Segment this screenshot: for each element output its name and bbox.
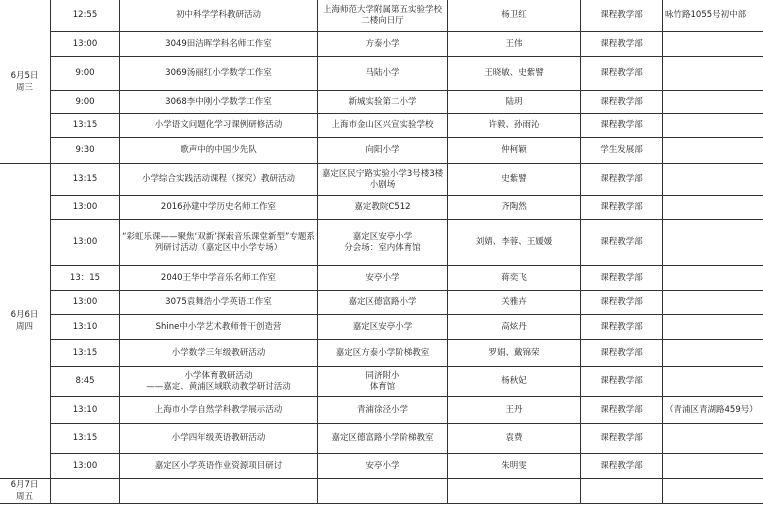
department-cell: 课程教学部 <box>581 57 663 91</box>
person-cell: 史紫譬 <box>448 164 581 196</box>
note-cell <box>663 367 763 397</box>
person-cell <box>448 479 581 504</box>
event-cell: 初中科学学科教研活动 <box>120 0 318 32</box>
date-cell: 6月6日 周四 <box>0 164 51 479</box>
time-cell: 13:00 <box>51 454 120 479</box>
time-cell: 13:00 <box>51 32 120 57</box>
event-cell: 3049田洁晖学科名师工作室 <box>120 32 318 57</box>
location-cell: 青浦徐泾小学 <box>318 397 448 424</box>
event-cell: 嘉定区小学英语作业资源项目研讨 <box>120 454 318 479</box>
event-cell: 歌声中的中国少先队 <box>120 138 318 164</box>
time-cell: 8:45 <box>51 367 120 397</box>
note-cell <box>663 479 763 504</box>
location-cell: 马陆小学 <box>318 57 448 91</box>
note-cell <box>663 138 763 164</box>
person-cell: 陆玥 <box>448 91 581 114</box>
department-cell: 课程教学部 <box>581 220 663 266</box>
department-cell: 课程教学部 <box>581 266 663 291</box>
location-cell: 上海市金山区兴宣实验学校 <box>318 114 448 138</box>
table-row <box>0 32 763 57</box>
time-cell: 12:55 <box>51 0 120 32</box>
table-row <box>0 291 763 315</box>
table-row <box>0 479 763 504</box>
table-row <box>0 367 763 397</box>
time-cell: 13:00 <box>51 291 120 315</box>
department-cell: 课程教学部 <box>581 315 663 340</box>
time-cell: 13:10 <box>51 315 120 340</box>
department-cell: 学生发展部 <box>581 138 663 164</box>
person-cell: 蒋奕飞 <box>448 266 581 291</box>
table-row <box>0 196 763 220</box>
person-cell: 关雅卉 <box>448 291 581 315</box>
event-cell: “彩虹乐课——聚焦‘双新’探索音乐课堂新型”专题系列研讨活动（嘉定区中小学专场） <box>120 220 318 266</box>
time-cell: 13:10 <box>51 397 120 424</box>
table-row <box>0 266 763 291</box>
event-cell: Shine中小学艺术教师骨干创造营 <box>120 315 318 340</box>
event-cell: 小学语文问题化学习课例研修活动 <box>120 114 318 138</box>
event-cell: 小学四年级英语教研活动 <box>120 424 318 454</box>
time-cell: 13:15 <box>51 340 120 367</box>
note-cell <box>663 266 763 291</box>
location-cell: 安亭小学 <box>318 454 448 479</box>
department-cell: 课程教学部 <box>581 367 663 397</box>
note-cell <box>663 91 763 114</box>
event-cell <box>120 367 318 397</box>
time-cell: 13:00 <box>51 220 120 266</box>
note-cell <box>663 454 763 479</box>
person-cell: 王丹 <box>448 397 581 424</box>
note-cell <box>663 196 763 220</box>
time-cell: 9:00 <box>51 57 120 91</box>
note-cell: 咏竹路1055号初中部 <box>663 0 763 32</box>
event-cell: 小学数学三年级教研活动 <box>120 340 318 367</box>
location-cell: 嘉定区安亭小学 分会场：室内体育馆 <box>318 220 448 266</box>
time-cell: 13:15 <box>51 164 120 196</box>
event-cell: 2040王华中学音乐名师工作室 <box>120 266 318 291</box>
time-cell <box>51 479 120 504</box>
person-cell: 袁费 <box>448 424 581 454</box>
table-row <box>0 0 763 32</box>
department-cell: 课程教学部 <box>581 91 663 114</box>
date-cell: 6月7日 周五 <box>0 479 51 504</box>
table-row <box>0 424 763 454</box>
person-cell: 王伟 <box>448 32 581 57</box>
department-cell: 课程教学部 <box>581 164 663 196</box>
note-cell <box>663 164 763 196</box>
person-cell: 刘婧、李蓉、王媛媛 <box>448 220 581 266</box>
table-row <box>0 397 763 424</box>
time-cell: 9:30 <box>51 138 120 164</box>
note-cell <box>663 57 763 91</box>
time-cell: 13:00 <box>51 196 120 220</box>
event-line: 小学体育教研活动 <box>184 370 253 381</box>
location-cell: 上海师范大学附属第五实验学校二楼向日厅 <box>318 0 448 32</box>
department-cell: 课程教学部 <box>581 196 663 220</box>
location-cell: 嘉定区方泰小学阶梯教室 <box>318 340 448 367</box>
location-cell: 向阳小学 <box>318 138 448 164</box>
department-cell: 课程教学部 <box>581 0 663 32</box>
location-cell: 嘉定区民宁路实验小学3号楼3楼小剧场 <box>318 164 448 196</box>
table-row <box>0 114 763 138</box>
time-cell: 13：15 <box>51 266 120 291</box>
event-cell: 上海市小学自然学科教学展示活动 <box>120 397 318 424</box>
location-cell: 方泰小学 <box>318 32 448 57</box>
department-cell: 课程教学部 <box>581 291 663 315</box>
person-cell: 杨卫红 <box>448 0 581 32</box>
note-cell <box>663 220 763 266</box>
event-cell: 2016孙建中学历史名师工作室 <box>120 196 318 220</box>
person-cell: 王晓敏、史紫譬 <box>448 57 581 91</box>
location-cell: 新城实验第二小学 <box>318 91 448 114</box>
person-cell: 罗娟、戴锦荣 <box>448 340 581 367</box>
location-cell: 嘉定区德富路小学阶梯教室 <box>318 424 448 454</box>
person-cell: 朱明雯 <box>448 454 581 479</box>
note-cell <box>663 32 763 57</box>
table-row <box>0 315 763 340</box>
time-cell: 13:15 <box>51 424 120 454</box>
location-cell: 同济附小 体育馆 <box>318 367 448 397</box>
location-cell: 嘉定区安亭小学 <box>318 315 448 340</box>
time-cell: 13:15 <box>51 114 120 138</box>
date-cell: 6月5日 周三 <box>0 0 51 164</box>
event-cell: 3075袁舞浩小学英语工作室 <box>120 291 318 315</box>
table-row <box>0 164 763 196</box>
person-cell: 仲柯颖 <box>448 138 581 164</box>
location-cell: 嘉定区德富路小学 <box>318 291 448 315</box>
person-cell: 许毅、孙雨沁 <box>448 114 581 138</box>
table-row <box>0 340 763 367</box>
department-cell: 课程教学部 <box>581 32 663 57</box>
time-cell: 9:00 <box>51 91 120 114</box>
event-cell: 小学综合实践活动课程（探究）教研活动 <box>120 164 318 196</box>
department-cell: 课程教学部 <box>581 397 663 424</box>
table-row <box>0 57 763 91</box>
event-cell: 3069汤丽红小学数学工作室 <box>120 57 318 91</box>
table-row <box>0 91 763 114</box>
location-cell: 嘉定教院C512 <box>318 196 448 220</box>
table-row <box>0 138 763 164</box>
location-cell <box>318 479 448 504</box>
location-cell: 安亭小学 <box>318 266 448 291</box>
note-cell <box>663 424 763 454</box>
event-cell <box>120 479 318 504</box>
person-cell: 杨秋妃 <box>448 367 581 397</box>
person-cell: 齐陶然 <box>448 196 581 220</box>
table-row <box>0 454 763 479</box>
note-cell <box>663 315 763 340</box>
person-cell: 高炫丹 <box>448 315 581 340</box>
department-cell <box>581 479 663 504</box>
event-cell: 3068李中刚小学数学工作室 <box>120 91 318 114</box>
table-row <box>0 220 763 266</box>
department-cell: 课程教学部 <box>581 340 663 367</box>
event-line: ——嘉定、黄浦区域联动教学研讨活动 <box>146 381 291 392</box>
note-cell <box>663 340 763 367</box>
note-cell: （青浦区青湖路459号） <box>663 397 763 424</box>
department-cell: 课程教学部 <box>581 114 663 138</box>
department-cell: 课程教学部 <box>581 424 663 454</box>
department-cell: 课程教学部 <box>581 454 663 479</box>
note-cell <box>663 114 763 138</box>
note-cell <box>663 291 763 315</box>
